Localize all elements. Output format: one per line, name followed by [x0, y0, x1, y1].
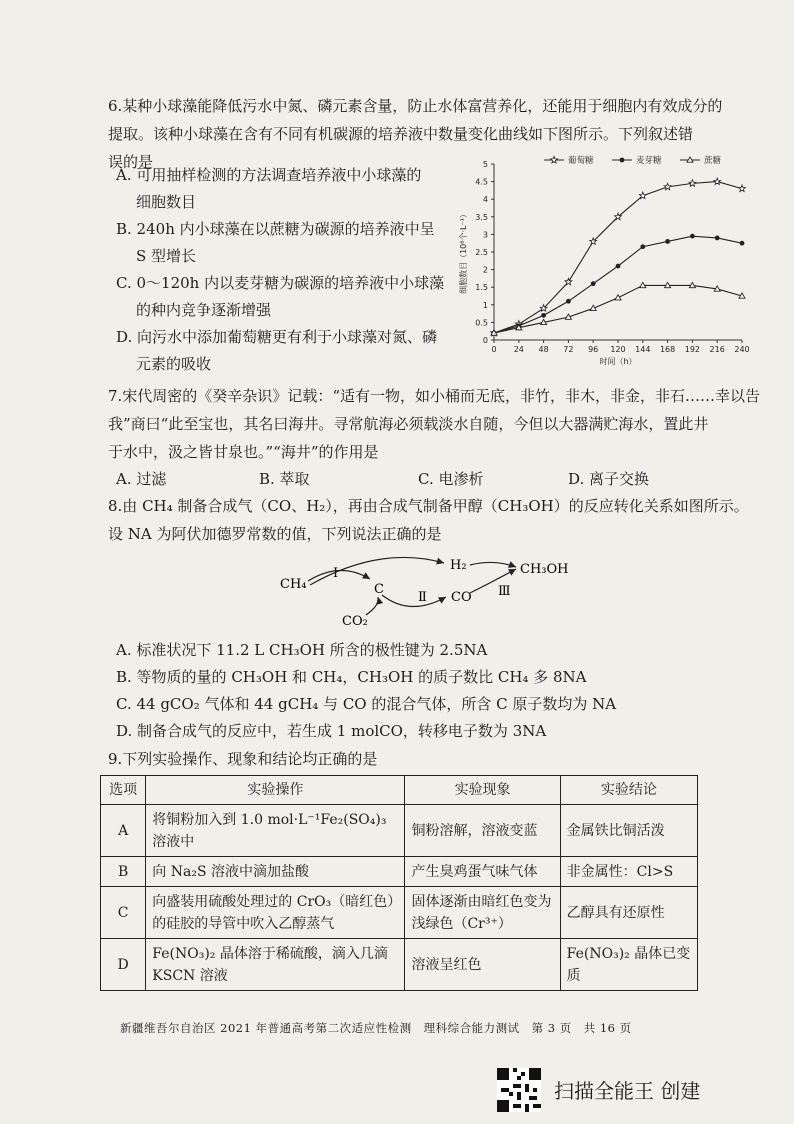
- x-tick-label: 72: [563, 345, 574, 354]
- table-row: [101, 887, 698, 939]
- row-d-conclusion: Fe(NO₃)₂ 晶体已变质: [560, 939, 697, 991]
- series-line-2: [494, 236, 742, 333]
- row-c-option: C: [101, 887, 146, 939]
- q8-options: [116, 637, 776, 745]
- data-point: [689, 180, 696, 187]
- table-row: [101, 857, 698, 887]
- legend-marker: [620, 158, 625, 163]
- q8-option-b: B. 等物质的量的 CH₃OH 和 CH₄，CH₃OH 的质子数比 CH₄ 多 8NA: [116, 668, 587, 686]
- q7-option-c: C. 电渗析: [418, 470, 484, 488]
- table-row: [101, 805, 698, 857]
- y-tick-label: 2.5: [475, 248, 488, 257]
- y-tick-label: 4.5: [475, 177, 488, 187]
- diagram-co: CO: [451, 590, 472, 605]
- row-d-option: D: [101, 939, 146, 991]
- data-point: [640, 244, 645, 249]
- q6-option-d: D. 向污水中添加葡萄糖更有利于小球藻对氮、磷 元素的吸收: [116, 328, 438, 373]
- y-tick-label: 1.5: [475, 283, 488, 293]
- row-c-phenomenon: 固体逐渐由暗红色变为浅绿色（Cr³⁺）: [405, 887, 560, 939]
- row-a-operation: 将铜粉加入到 1.0 mol·L⁻¹Fe₂(SO₄)₃ 溶液中: [146, 805, 405, 857]
- arrow-h2-ch3oh: [470, 562, 516, 567]
- x-tick-label: 48: [538, 345, 549, 354]
- y-tick-label: 0: [482, 336, 488, 345]
- x-tick-label: 0: [491, 345, 497, 354]
- diagram-ch4: CH₄: [280, 577, 307, 592]
- header-phenomenon: 实验现象: [405, 776, 560, 805]
- row-a-phenomenon: 铜粉溶解，溶液变蓝: [405, 805, 560, 857]
- row-b-phenomenon: 产生臭鸡蛋气味气体: [405, 857, 560, 887]
- diagram-h2: H₂: [450, 558, 467, 573]
- data-point: [591, 281, 596, 286]
- experiment-table: [100, 775, 698, 991]
- y-tick-label: 3.5: [475, 212, 488, 222]
- y-tick-label: 3: [482, 230, 488, 240]
- header-operation: 实验操作: [146, 776, 405, 805]
- y-axis-label: 细胞数目（10⁸个·L⁻¹）: [459, 210, 468, 294]
- table-header-row: [101, 776, 698, 805]
- diagram-co2: CO₂: [342, 614, 368, 629]
- data-point: [739, 185, 746, 192]
- x-tick-label: 96: [588, 345, 599, 354]
- diagram-ch3oh: CH₃OH: [520, 562, 569, 577]
- x-tick-label: 120: [610, 345, 626, 354]
- qr-code-icon: [497, 1068, 541, 1112]
- q8-option-c: C. 44 gCO₂ 气体和 44 gCH₄ 与 CO 的混合气体，所含 C 原子数均为 NA: [116, 695, 617, 713]
- row-d-operation: Fe(NO₃)₂ 晶体溶于稀硫酸，滴入几滴 KSCN 溶液: [146, 939, 405, 991]
- header-option: 选项: [101, 776, 146, 805]
- arrow-c-co: [382, 595, 446, 607]
- growth-chart: [452, 150, 752, 375]
- data-point: [541, 313, 546, 318]
- q8-option-d: D. 制备合成气的反应中，若生成 1 molCO，转移电子数为 3NA: [116, 722, 547, 740]
- legend-label: 葡萄糖: [568, 156, 594, 166]
- q8-line1: 8.由 CH₄ 制备合成气（CO、H₂），再由合成气制备甲醇（CH₃OH）的反应转化关系如图所示。: [108, 497, 749, 515]
- arrow-co2-c: [366, 597, 378, 615]
- y-tick-label: 2: [482, 265, 488, 275]
- legend-label: 麦芽糖: [636, 156, 662, 166]
- q7-line1: 7.宋代周密的《癸辛杂识》记载：“适有一物，如小桶而无底，非竹，非木，非金，非石……幸以告: [108, 387, 760, 405]
- row-c-operation: 向盛装用硫酸处理过的 CrO₃（暗红色）的硅胶的导管中吹入乙醇蒸气: [146, 887, 405, 939]
- q7-option-a: A. 过滤: [116, 470, 167, 488]
- x-tick-label: 24: [513, 345, 524, 354]
- q8-option-a: A. 标准状况下 11.2 L CH₃OH 所含的极性键为 2.5NA: [116, 641, 488, 659]
- brand-text: 扫描全能王 创建: [554, 1079, 701, 1103]
- series-line-1: [494, 182, 742, 333]
- page-footer: 新疆维吾尔自治区 2021 年普通高考第二次适应性检测 理科综合能力测试 第 3 页 共 16 页: [120, 1021, 632, 1035]
- row-c-conclusion: 乙醇具有还原性: [560, 887, 697, 939]
- q6-option-c: C. 0～120h 内以麦芽糖为碳源的培养液中小球藻 的种内竞争逐渐增强: [116, 274, 445, 319]
- data-point: [616, 264, 621, 269]
- arrow-ch4-c: [308, 570, 370, 581]
- row-b-option: B: [101, 857, 146, 887]
- q8-line2: 设 NA 为阿伏加德罗常数的值，下列说法正确的是: [108, 525, 442, 543]
- y-tick-label: 0.5: [475, 318, 488, 328]
- q6-option-a: A. 可用抽样检测的方法调查培养液中小球藻的 细胞数目: [116, 166, 422, 211]
- data-point: [665, 239, 670, 244]
- row-b-operation: 向 Na₂S 溶液中滴加盐酸: [146, 857, 405, 887]
- y-tick-label: 4: [482, 195, 488, 205]
- q8-stem: [108, 492, 768, 548]
- q7-line3: 于水中，汲之皆甘泉也。”“海井”的作用是: [108, 443, 379, 461]
- growth-chart-svg: [452, 150, 752, 375]
- row-d-phenomenon: 溶液呈红色: [405, 939, 560, 991]
- legend-marker: [551, 156, 558, 163]
- y-tick-label: 5: [482, 160, 488, 169]
- q6-line2: 提取。该种小球藻在含有不同有机碳源的培养液中数量变化曲线如下图所示。下列叙述错: [108, 125, 694, 143]
- legend-label: 蔗糖: [704, 156, 722, 166]
- data-point: [740, 241, 745, 246]
- diagram-step-2: Ⅱ: [418, 590, 427, 605]
- header-conclusion: 实验结论: [560, 776, 697, 805]
- q7-line2: 我”商曰“此至宝也，其名曰海井。寻常航海必须载淡水自随，今但以大器满贮海水，置此井: [108, 415, 709, 433]
- q6-option-b: B. 240h 内小球藻在以蔗糖为碳源的培养液中呈 S 型增长: [116, 220, 435, 265]
- x-tick-label: 192: [684, 345, 701, 354]
- row-b-conclusion: 非金属性：Cl>S: [560, 857, 697, 887]
- data-point: [714, 178, 721, 185]
- x-tick-label: 216: [709, 345, 725, 354]
- diagram-step-1: Ⅰ: [333, 566, 339, 581]
- data-point: [664, 183, 671, 190]
- q6-options: [116, 162, 456, 378]
- x-tick-label: 240: [734, 345, 750, 354]
- q6-line3: 误的是: [108, 153, 154, 171]
- q7-option-d: D. 离子交换: [568, 470, 650, 488]
- reaction-diagram: [270, 555, 590, 631]
- x-axis-label: 时间（h）: [599, 357, 637, 366]
- diagram-step-3: Ⅲ: [498, 584, 511, 599]
- y-tick-label: 1: [482, 300, 488, 310]
- data-point: [615, 295, 621, 300]
- diagram-c: C: [374, 582, 384, 597]
- q7-stem: [108, 382, 768, 466]
- data-point: [690, 234, 695, 239]
- data-point: [566, 299, 571, 304]
- row-a-option: A: [101, 805, 146, 857]
- q6-line1: 6.某种小球藻能降低污水中氮、磷元素含量，防止水体富营养化，还能用于细胞内有效成分的: [108, 97, 723, 115]
- table-row: [101, 939, 698, 991]
- x-tick-label: 168: [659, 345, 676, 354]
- x-tick-label: 144: [635, 345, 651, 354]
- row-a-conclusion: 金属铁比铜活泼: [560, 805, 697, 857]
- series-line-3: [494, 285, 742, 333]
- q9-title: 9.下列实验操作、现象和结论均正确的是: [108, 750, 378, 768]
- data-point: [715, 236, 720, 241]
- q7-option-b: B. 萃取: [259, 470, 310, 488]
